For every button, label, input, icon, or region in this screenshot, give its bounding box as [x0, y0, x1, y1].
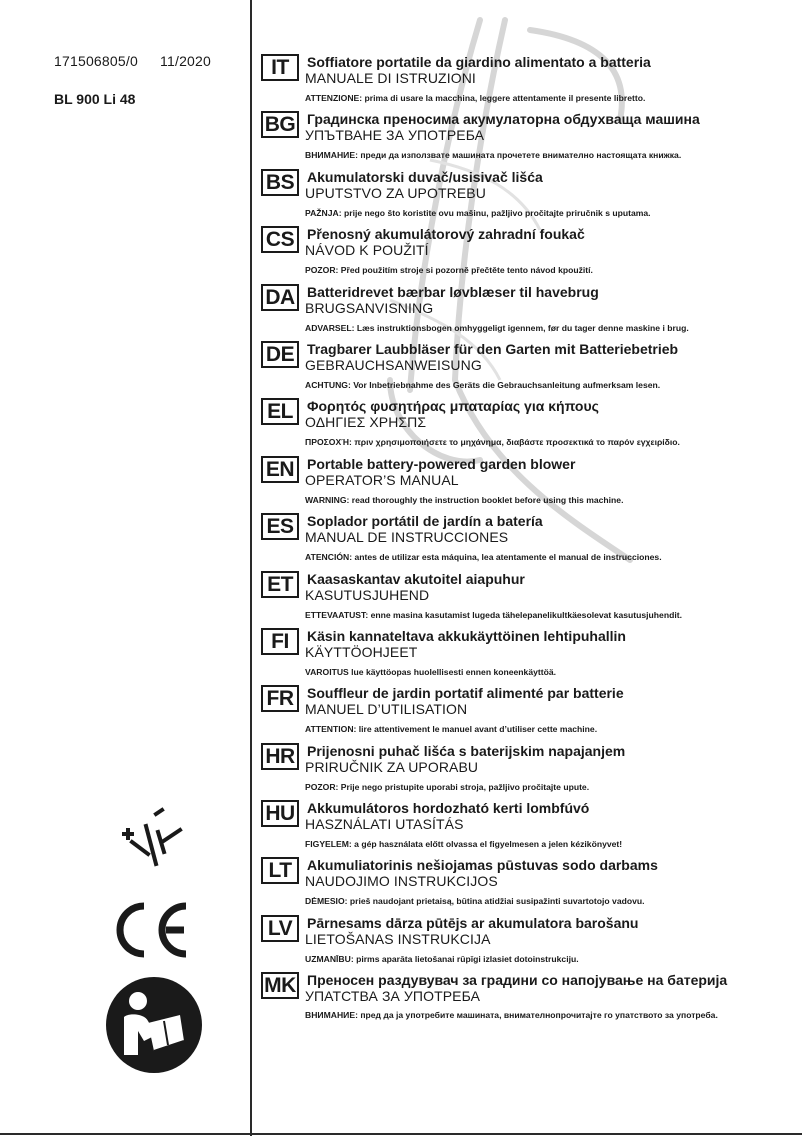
product-title: Batteridrevet bærbar løvblæser til havebrug: [307, 283, 599, 300]
language-entry-cs: [261, 225, 796, 282]
manual-name: NAUDOJIMO INSTRUKCIJOS: [305, 873, 498, 890]
language-code: BG: [261, 111, 299, 138]
manual-name: УПЪТВАНЕ ЗА УПОТРЕБА: [305, 127, 485, 144]
language-entry-lt: [261, 856, 796, 913]
manual-name: HASZNÁLATI UTASÍTÁS: [305, 816, 464, 833]
language-entry-bs: [261, 168, 796, 225]
model-name: BL 900 Li 48: [54, 91, 136, 107]
manual-name: NÁVOD K POUŽITÍ: [305, 242, 429, 259]
language-code: ES: [261, 513, 299, 540]
language-code: IT: [261, 54, 299, 81]
language-entry-fi: [261, 627, 796, 684]
product-title: Souffleur de jardin portatif alimenté par batterie: [307, 685, 624, 702]
warning-text: ATTENTION: lire attentivement le manuel avant d’utiliser cette machine.: [305, 724, 598, 735]
language-code: DA: [261, 284, 299, 311]
manual-name: ΟΔΗΓΙΕΣ ΧΡΗΣΠΣ: [305, 414, 427, 431]
warning-text: ETTEVAATUST: enne masina kasutamist lugeda tähelepanelikultkäesolevat kasutusjuhendit.: [305, 609, 682, 620]
language-code: CS: [261, 226, 299, 253]
language-code: MK: [261, 972, 299, 999]
language-entry-de: [261, 340, 796, 397]
warning-text: ATTENZIONE: prima di usare la macchina, leggere attentamente il presente libretto.: [305, 93, 646, 103]
manual-name: MANUAL DE INSTRUCCIONES: [305, 529, 509, 546]
warning-text: DĖMESIO: prieš naudojant prietaisą, būtina atidžiai susipažinti suvartotojo vadovu.: [305, 896, 645, 907]
ce-mark-icon: [110, 900, 192, 960]
language-entry-hu: [261, 799, 796, 856]
warning-text: VAROITUS lue käyttöopas huolellisesti ennen koneenkäyttöä.: [305, 666, 557, 677]
warning-text: ATENCIÓN: antes de utilizar esta máquina, lea atentamente el manual de instrucciones.: [305, 552, 662, 563]
product-title: Akumuliatorinis nešiojamas pūstuvas sodo darbams: [307, 857, 658, 874]
product-title: Portable battery-powered garden blower: [307, 455, 576, 472]
product-title: Преносен раздувувач за градини со напојување на батерија: [307, 972, 728, 989]
language-code: HR: [261, 743, 299, 770]
manual-name: MANUEL D’UTILISATION: [305, 701, 468, 718]
product-title: Akkumulátoros hordozható kerti lombfúvó: [307, 800, 590, 817]
manual-name: УПАТСТВА ЗА УПОТРЕБА: [305, 988, 481, 1005]
manual-name: GEBRAUCHSANWEISUNG: [305, 356, 482, 373]
document-number: 171506805/0: [54, 53, 138, 69]
language-entry-bg: [261, 110, 796, 167]
language-code: LV: [261, 915, 299, 942]
warning-text: FIGYELEM: a gép használata előtt olvassa el figyelmesen a jelen kézikönyvet!: [305, 839, 623, 850]
warning-text: ВНИМАНИЕ: пред да ја употребите машината, внимателнопрочитајте го упатството за употреба.: [305, 1010, 718, 1021]
product-title: Pārnesams dārza pūtējs ar akumulatora barošanu: [307, 914, 639, 931]
warning-text: PAŽNJA: prije nego što koristite ovu mašinu, pažljivo pročitajte priručnik s uputama.: [305, 207, 651, 218]
product-title: Soplador portátil de jardín a batería: [307, 513, 543, 530]
product-title: Prijenosni puhač lišća s baterijskim napajanjem: [307, 742, 626, 759]
document-code-line: [54, 53, 211, 69]
manual-name: KASUTUSJUHEND: [305, 586, 430, 603]
manual-name: LIETOŠANAS INSTRUKCIJA: [305, 930, 491, 947]
language-code: HU: [261, 800, 299, 827]
read-manual-icon: [104, 975, 204, 1075]
warning-text: ACHTUNG: Vor Inbetriebnahme des Geräts die Gebrauchsanleitung aufmerksam lesen.: [305, 379, 661, 390]
language-code: FI: [261, 628, 299, 655]
document-date: 11/2020: [160, 53, 212, 69]
product-title: Akumulatorski duvač/usisivač lišća: [307, 168, 543, 185]
language-code: EL: [261, 398, 299, 425]
warning-text: POZOR: Prije nego pristupite uporabi stroja, pažljivo pročitajte upute.: [305, 781, 590, 792]
language-entry-it: [261, 53, 796, 110]
product-title: Přenosný akumulátorový zahradní foukač: [307, 226, 585, 243]
warning-text: UZMANĪBU: pirms aparāta lietošanai rūpīgi izlasiet dotoinstrukciju.: [305, 953, 579, 964]
language-entry-lv: [261, 914, 796, 971]
manual-name: UPUTSTVO ZA UPOTREBU: [305, 184, 486, 201]
language-code: EN: [261, 456, 299, 483]
battery-icon: [110, 804, 200, 874]
product-title: Käsin kannateltava akkukäyttöinen lehtipuhallin: [307, 627, 626, 644]
manual-name: KÄYTTÖOHJEET: [305, 643, 418, 660]
language-code: FR: [261, 685, 299, 712]
product-title: Φορητός φυσητήρας μπαταρίας για κήπους: [307, 398, 599, 415]
warning-text: POZOR: Před použitím stroje si pozorně přečtěte tento návod kpoužití.: [305, 265, 593, 276]
language-list: [261, 53, 796, 1030]
product-title: Soffiatore portatile da giardino alimentato a batteria: [307, 54, 651, 70]
product-title: Kaasaskantav akutoitel aiapuhur: [307, 570, 525, 587]
language-code: BS: [261, 169, 299, 196]
language-code: LT: [261, 857, 299, 884]
manual-name: MANUALE DI ISTRUZIONI: [305, 70, 476, 86]
product-title: Tragbarer Laubbläser für den Garten mit Batteriebetrieb: [307, 340, 679, 357]
language-entry-fr: [261, 684, 796, 741]
language-entry-en: [261, 455, 796, 512]
warning-text: WARNING: read thoroughly the instruction booklet before using this machine.: [305, 494, 624, 505]
warning-text: ΠΡΟΣΟΧΉ: πριν χρησιμοποιήσετε το μηχάνημα, διαβάστε προσεκτικά το παρόν εγχειρίδιο.: [305, 437, 680, 448]
language-code: DE: [261, 341, 299, 368]
language-code: ET: [261, 571, 299, 598]
bottom-divider: [0, 1133, 802, 1135]
product-title: Градинска преносима акумулаторна обдухваща машина: [307, 111, 700, 128]
warning-text: ВНИМАНИЕ: преди да използвате машината прочетете внимателно настоящата книжка.: [305, 150, 682, 161]
manual-name: OPERATOR’S MANUAL: [305, 471, 459, 488]
language-entry-et: [261, 570, 796, 627]
language-entry-es: [261, 512, 796, 569]
language-entry-el: [261, 397, 796, 454]
warning-text: ADVARSEL: Læs instruktionsbogen omhyggeligt igennem, før du tager denne maskine i brug.: [305, 322, 689, 333]
manual-name: BRUGSANVISNING: [305, 299, 434, 316]
vertical-divider: [250, 0, 252, 1136]
language-entry-hr: [261, 742, 796, 799]
language-entry-da: [261, 283, 796, 340]
language-entry-mk: [261, 971, 796, 1030]
manual-name: PRIRUČNIK ZA UPORABU: [305, 758, 479, 775]
